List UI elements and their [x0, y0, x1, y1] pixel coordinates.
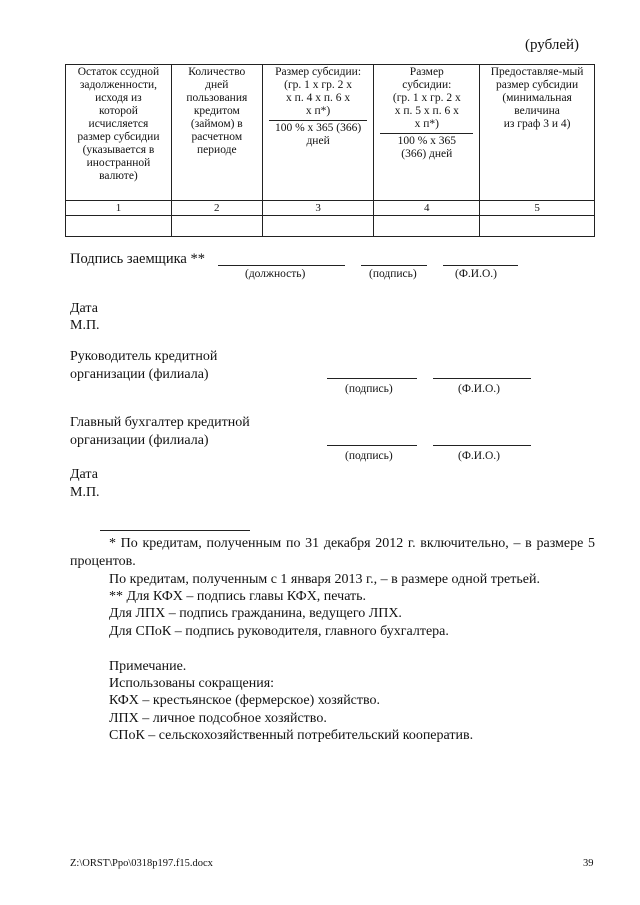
header-text-line: (гр. 1 х гр. 2 х [284, 79, 353, 91]
accountant-title-line1: Главный бухгалтер кредитной [70, 415, 250, 430]
table-cell [171, 216, 262, 237]
footer-file-path: Z:\ORST\Ppo\0318p197.f15.docx [70, 858, 213, 869]
borrower-signature-label: Подпись заемщика ** [70, 251, 205, 267]
header-text-line: исчисляется [88, 118, 149, 130]
header-text-line: субсидии: [402, 79, 452, 91]
header-text-line: (указывается в [82, 144, 155, 156]
header-cell-subsidy-formula-2 [374, 65, 480, 201]
footnote-2: По кредитам, полученным с 1 января 2013 г., – в размере одной третьей. [109, 572, 540, 587]
header-text-line: Размер [409, 66, 444, 78]
table-cell [374, 216, 480, 237]
header-text-line: дней [205, 79, 229, 91]
signature-line [327, 378, 417, 379]
header-text-line: (минимальная [502, 92, 572, 104]
header-text-line: х п*) [414, 118, 439, 130]
column-number: 2 [171, 201, 262, 216]
accountant-title-line2: организации (филиала) [70, 433, 209, 448]
footnote-5: Для СПоК – подпись руководителя, главного бухгалтера. [109, 624, 449, 639]
footnote-3: ** Для КФХ – подпись главы КФХ, печать. [109, 589, 367, 604]
head-title-line1: Руководитель кредитной [70, 349, 218, 364]
signature-line [361, 265, 427, 266]
date-label: Дата [70, 467, 98, 482]
note-intro: Использованы сокращения: [109, 676, 275, 691]
header-text-line: (366) дней [401, 148, 453, 160]
head-title-line2: организации (филиала) [70, 367, 209, 382]
header-text-line: (гр. 1 х гр. 2 х [392, 92, 461, 104]
abbreviation-kfh: КФХ – крестьянское (фермерское) хозяйство. [109, 693, 381, 708]
table-header-row [66, 65, 595, 201]
table-empty-row [66, 216, 595, 237]
header-cell-days [171, 65, 262, 201]
caption-position: (должность) [245, 268, 306, 280]
footnote-separator [100, 530, 250, 531]
header-text-line: х п. 4 х п. 6 х [286, 92, 351, 104]
column-number: 1 [66, 201, 172, 216]
footnote-1: * По кредитам, полученным по 31 декабря 2012 г. включительно, – в размере 5 процентов. [70, 536, 595, 569]
header-cell-balance [66, 65, 172, 201]
header-text-line: Количество [188, 66, 246, 78]
header-text-line: Предоставляе-мый [490, 66, 584, 78]
header-text-line: расчетном [191, 131, 243, 143]
column-number: 5 [480, 201, 595, 216]
date-label: Дата [70, 301, 98, 316]
header-text-line: х п. 5 х п. 6 х [394, 105, 459, 117]
header-text-line: 100 % х 365 (366) [274, 122, 362, 134]
note-title: Примечание. [109, 659, 187, 674]
abbreviation-spok: СПоК – сельскохозяйственный потребительский кооператив. [109, 728, 474, 743]
subsidy-table [65, 64, 595, 237]
header-text-line: размер субсидии [496, 79, 579, 91]
header-text-line: валюте) [99, 170, 138, 182]
header-text-line: 100 % х 365 [397, 135, 457, 147]
header-text-line: иностранной [86, 157, 151, 169]
header-text-line: х п*) [305, 105, 331, 117]
header-text-line: кредитом [193, 105, 240, 117]
header-text-line: которой [98, 105, 138, 117]
header-text-line: задолженности, [79, 79, 158, 91]
fraction-line [269, 120, 368, 121]
header-text-line: из граф 3 и 4) [503, 118, 571, 130]
header-text-line: Остаток ссудной [77, 66, 160, 78]
header-text-line: размер субсидии [77, 131, 160, 143]
units-label: (рублей) [525, 37, 580, 53]
fraction-line [380, 133, 473, 134]
header-text-line: (займом) в [190, 118, 243, 130]
table-cell [66, 216, 172, 237]
header-cell-provided-subsidy [480, 65, 595, 201]
header-text-line: исходя из [95, 92, 142, 104]
caption-name: (Ф.И.О.) [458, 450, 500, 462]
header-text-line: дней [306, 135, 330, 147]
caption-signature: (подпись) [345, 450, 393, 462]
header-text-line: Размер субсидии: [275, 66, 362, 78]
position-line [218, 265, 345, 266]
table-number-row [66, 201, 595, 216]
signature-line [327, 445, 417, 446]
caption-signature: (подпись) [369, 268, 417, 280]
caption-signature: (подпись) [345, 383, 393, 395]
header-text-line: периоде [197, 144, 237, 156]
header-text-line: величина [514, 105, 560, 117]
name-line [433, 445, 531, 446]
abbreviation-lph: ЛПХ – личное подсобное хозяйство. [109, 711, 327, 726]
header-cell-subsidy-formula-1 [262, 65, 374, 201]
name-line [433, 378, 531, 379]
table-cell [262, 216, 374, 237]
name-line [443, 265, 518, 266]
header-text-line: пользования [186, 92, 248, 104]
seal-label: М.П. [70, 485, 100, 500]
caption-name: (Ф.И.О.) [458, 383, 500, 395]
seal-label: М.П. [70, 318, 100, 333]
table-cell [480, 216, 595, 237]
column-number: 3 [262, 201, 374, 216]
page-number: 39 [583, 858, 594, 869]
caption-name: (Ф.И.О.) [455, 268, 497, 280]
column-number: 4 [374, 201, 480, 216]
footnote-4: Для ЛПХ – подпись гражданина, ведущего ЛПХ. [109, 606, 402, 621]
